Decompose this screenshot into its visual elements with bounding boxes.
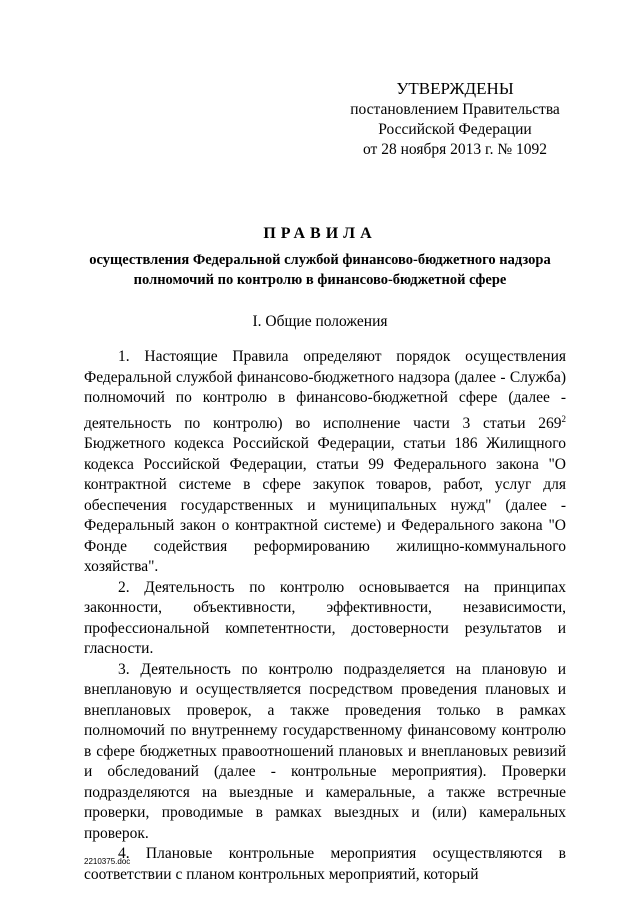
paragraph-1 — [84, 347, 566, 578]
document-body — [84, 347, 566, 885]
paragraph-1-text-b: Бюджетного кодекса Российской Федерации, статьи 186 Жилищного кодекса Российской Федерации, статьи 99 Федерального закона "О контрактной системе в сфере закупок товаров, работ, услуг для обеспечения государственных и муниципальных нужд" (далее - Федеральный закон о контрактной системе) и Федерального закона "О Фонде содействия реформированию жилищно-коммунального хозяйства". — [84, 435, 566, 576]
paragraph-3: 3. Деятельность по контролю подразделяется на плановую и внеплановую и осуществляется посредством проведения плановых и внеплановых проверок, а также проведения только в рамках полномочий по внутреннему государственному финансовому контролю в сфере бюджетных правоотношений плановых и внеплановых ревизий и обследований (далее - контрольные мероприятия). Проверки подразделяются на выездные и камеральные, а также встречные проверки, проводимые в рамках выездных и (или) камеральных проверок. — [84, 660, 566, 842]
approval-heading: УТВЕРЖДЕНЫ — [396, 79, 514, 98]
subtitle-line-1: осуществления Федеральной службой финансово-бюджетного надзора — [89, 252, 551, 268]
paragraph-2: 2. Деятельность по контролю основывается на принципах законности, объективности, эффективности, независимости, профессиональной компетентности, достоверности результатов и гласности. — [84, 578, 566, 658]
document-title: ПРАВИЛА — [263, 225, 377, 242]
paragraph-1-superscript: 2 — [561, 413, 566, 424]
subtitle-line-2: полномочий по контролю в финансово-бюджетной сфере — [133, 272, 507, 288]
document-subtitle — [60, 250, 580, 290]
file-name-footer: 2210375.doc — [84, 857, 131, 866]
approval-line-2: Российской Федерации — [378, 121, 532, 138]
paragraph-1-text-a: 1. Настоящие Правила определяют порядок осуществления Федеральной службой финансово-бюджетного надзора (далее - Служба) полномочий по контролю в финансово-бюджетной сфере (далее - деятельность по контролю) во исполнение части 3 статьи 269 — [84, 348, 566, 432]
approval-block — [345, 78, 565, 160]
approval-line-3: от 28 ноября 2013 г. № 1092 — [363, 141, 547, 158]
section-heading: I. Общие положения — [252, 313, 388, 330]
approval-line-1: постановлением Правительства — [350, 101, 560, 118]
paragraph-4: 4. Плановые контрольные мероприятия осуществляются в соответствии с планом контрольных мероприятий, который — [84, 845, 566, 883]
